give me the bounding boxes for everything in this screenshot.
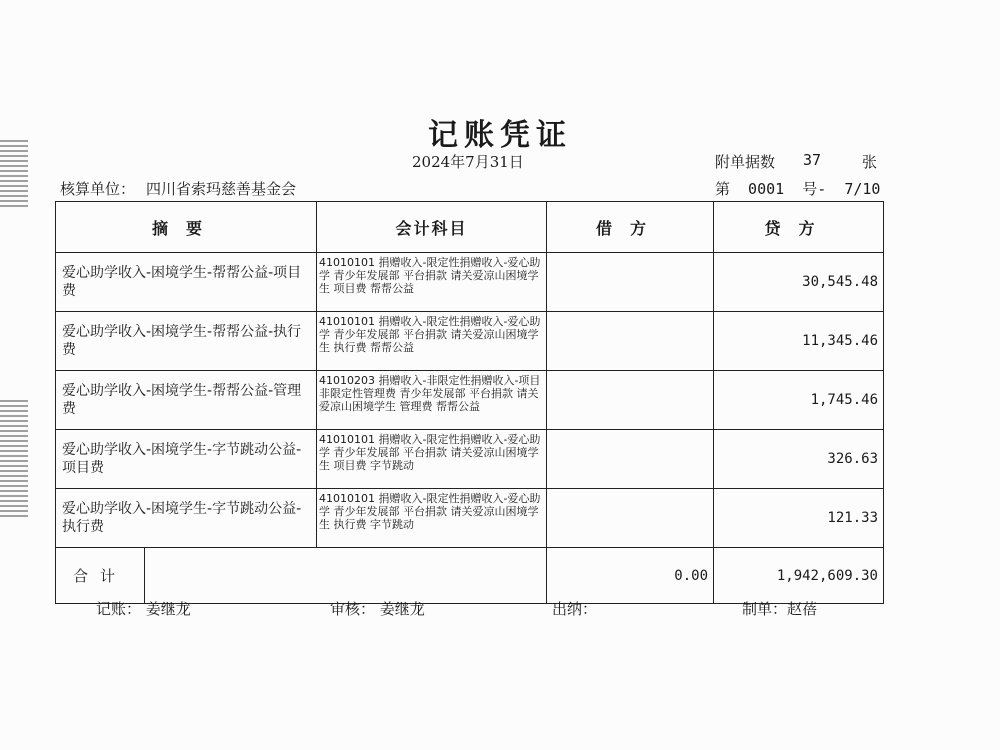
row-summary: 爱心助学收入-困境学生-帮帮公益-执行费 — [56, 312, 317, 371]
table-row — [56, 430, 884, 489]
voucher-title: 记账凭证 — [428, 118, 572, 153]
voucher-table — [55, 201, 884, 604]
row-credit: 326.63 — [714, 430, 884, 489]
preparer-signature: 制单：赵蓓 — [742, 600, 818, 618]
voucher-number: 第 0001 号- 7/10 — [715, 180, 881, 198]
row-credit: 30,545.48 — [714, 253, 884, 312]
reviewer-signature: 审核： 姜继龙 — [330, 600, 425, 618]
row-credit: 121.33 — [714, 489, 884, 548]
header-subject: 会计科目 — [317, 202, 547, 253]
attachment-label: 附单据数 — [715, 153, 776, 171]
unit-label: 核算单位： — [60, 180, 136, 198]
row-debit — [547, 371, 714, 430]
row-debit — [547, 489, 714, 548]
table-row — [56, 253, 884, 312]
table-row — [56, 489, 884, 548]
table-row — [56, 371, 884, 430]
row-subject: 41010101 捐赠收入-限定性捐赠收入-爱心助学 青少年发展部 平台捐款 请关爱凉山困境学生 项目费 字节跳动 — [317, 430, 547, 489]
row-summary: 爱心助学收入-困境学生-字节跳动公益-项目费 — [56, 430, 317, 489]
row-subject: 41010101 捐赠收入-限定性捐赠收入-爱心助学 青少年发展部 平台捐款 请关爱凉山困境学生 执行费 字节跳动 — [317, 489, 547, 548]
total-row — [56, 548, 884, 604]
row-credit: 1,745.46 — [714, 371, 884, 430]
cashier-signature: 出纳： — [552, 600, 598, 618]
row-summary: 爱心助学收入-困境学生-字节跳动公益-执行费 — [56, 489, 317, 548]
total-label: 合计 — [56, 548, 145, 603]
header-debit: 借方 — [547, 202, 714, 253]
row-subject: 41010101 捐赠收入-限定性捐赠收入-爱心助学 青少年发展部 平台捐款 请关爱凉山困境学生 项目费 帮帮公益 — [317, 253, 547, 312]
unit-name: 四川省索玛慈善基金会 — [146, 180, 297, 198]
header-summary: 摘要 — [56, 202, 317, 253]
header-credit: 贷方 — [714, 202, 884, 253]
row-debit — [547, 253, 714, 312]
scan-artifact — [0, 400, 28, 520]
row-subject: 41010101 捐赠收入-限定性捐赠收入-爱心助学 青少年发展部 平台捐款 请关爱凉山困境学生 执行费 帮帮公益 — [317, 312, 547, 371]
bookkeeper-signature: 记账： 姜继龙 — [96, 600, 191, 618]
row-summary: 爱心助学收入-困境学生-帮帮公益-管理费 — [56, 371, 317, 430]
voucher-date: 2024年7月31日 — [412, 153, 524, 171]
total-debit: 0.00 — [547, 548, 714, 604]
row-debit — [547, 312, 714, 371]
row-subject: 41010203 捐赠收入-非限定性捐赠收入-项目非限定性管理费 青少年发展部 平台捐款 请关爱凉山困境学生 管理费 帮帮公益 — [317, 371, 547, 430]
row-debit — [547, 430, 714, 489]
table-row — [56, 312, 884, 371]
row-credit: 11,345.46 — [714, 312, 884, 371]
attachment-count: 37 — [803, 151, 822, 169]
attachment-unit: 张 — [862, 153, 878, 171]
total-credit: 1,942,609.30 — [714, 548, 884, 604]
row-summary: 爱心助学收入-困境学生-帮帮公益-项目费 — [56, 253, 317, 312]
